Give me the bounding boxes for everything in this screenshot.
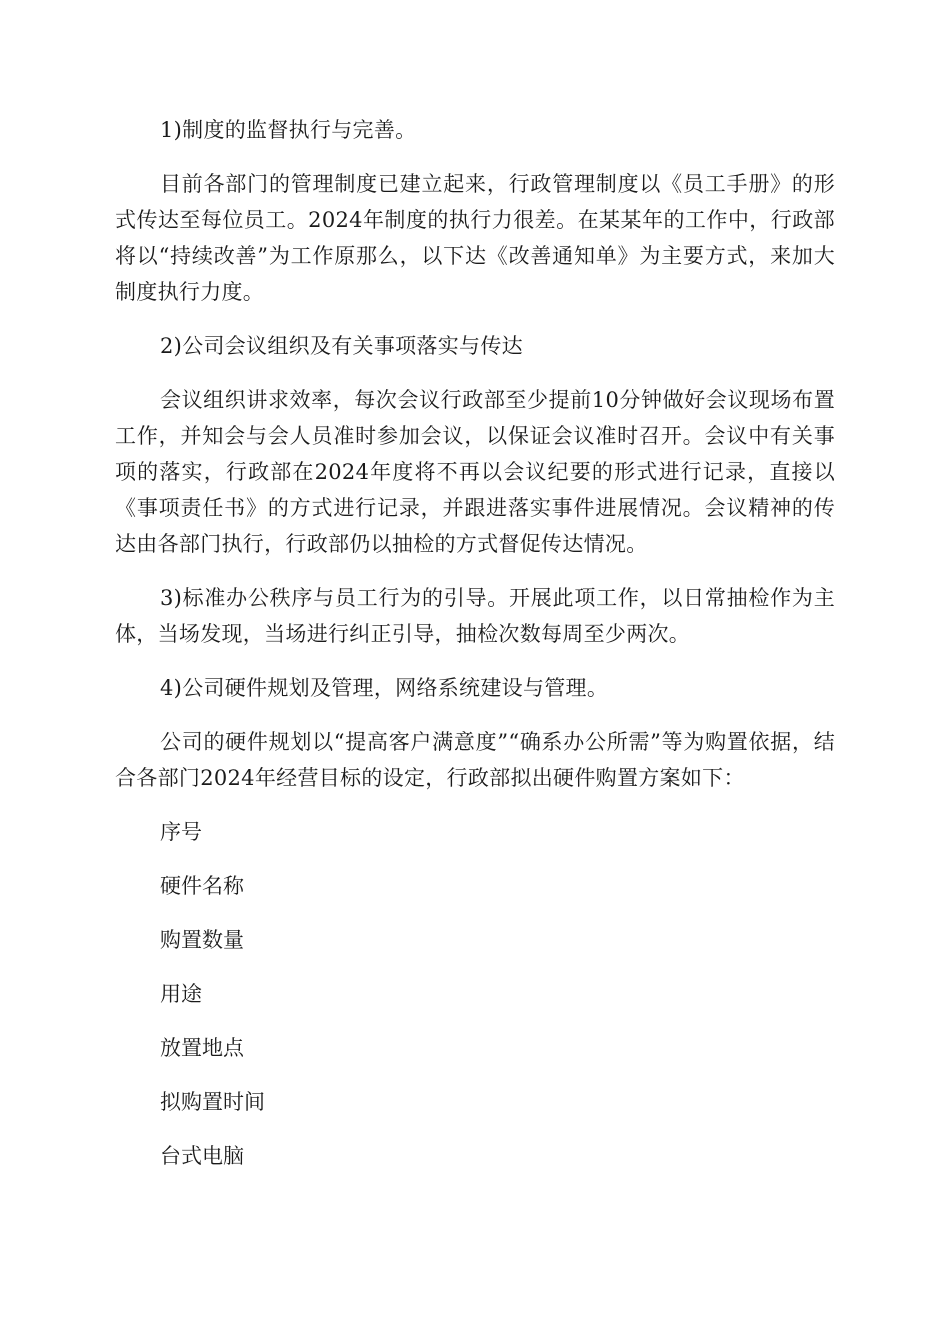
section-heading-4: 4)公司硬件规划及管理，网络系统建设与管理。 <box>160 676 609 700</box>
table-cell: 放置地点 <box>160 1036 244 1060</box>
table-cell: 硬件名称 <box>160 874 244 898</box>
table-cell: 序号 <box>160 820 202 844</box>
hardware-table <box>115 814 835 1192</box>
table-cell: 用途 <box>160 982 202 1006</box>
table-cell: 购置数量 <box>160 928 244 952</box>
document-body <box>115 112 835 1192</box>
paragraph-rules: 目前各部门的管理制度已建立起来，行政管理制度以《员工手册》的形式传达至每位员工。2024年制度的执行力很差。在某某年的工作中，行政部将以“持续改善”为工作原那么，以下达《改善通知单》为主要方式，来加大制度执行力度。 <box>115 172 835 304</box>
paragraph-hardware: 公司的硬件规划以“提高客户满意度”“确系办公所需”等为购置依据，结合各部门2024年经营目标的设定，行政部拟出硬件购置方案如下： <box>115 730 835 790</box>
section-heading-2: 2)公司会议组织及有关事项落实与传达 <box>160 334 523 358</box>
table-cell: 台式电脑 <box>160 1144 244 1168</box>
table-cell: 拟购置时间 <box>160 1090 265 1114</box>
paragraph-meetings: 会议组织讲求效率，每次会议行政部至少提前10分钟做好会议现场布置工作，并知会与会人员准时参加会议，以保证会议准时召开。会议中有关事项的落实，行政部在2024年度将不再以会议纪要的形式进行记录，直接以《事项责任书》的方式进行记录，并跟进落实事件进展情况。会议精神的传达由各部门执行，行政部仍以抽检的方式督促传达情况。 <box>115 388 835 556</box>
section-heading-1: 1)制度的监督执行与完善。 <box>160 118 417 142</box>
section-heading-3: 3)标准办公秩序与员工行为的引导。开展此项工作，以日常抽检作为主体，当场发现，当场进行纠正引导，抽检次数每周至少两次。 <box>115 586 835 646</box>
